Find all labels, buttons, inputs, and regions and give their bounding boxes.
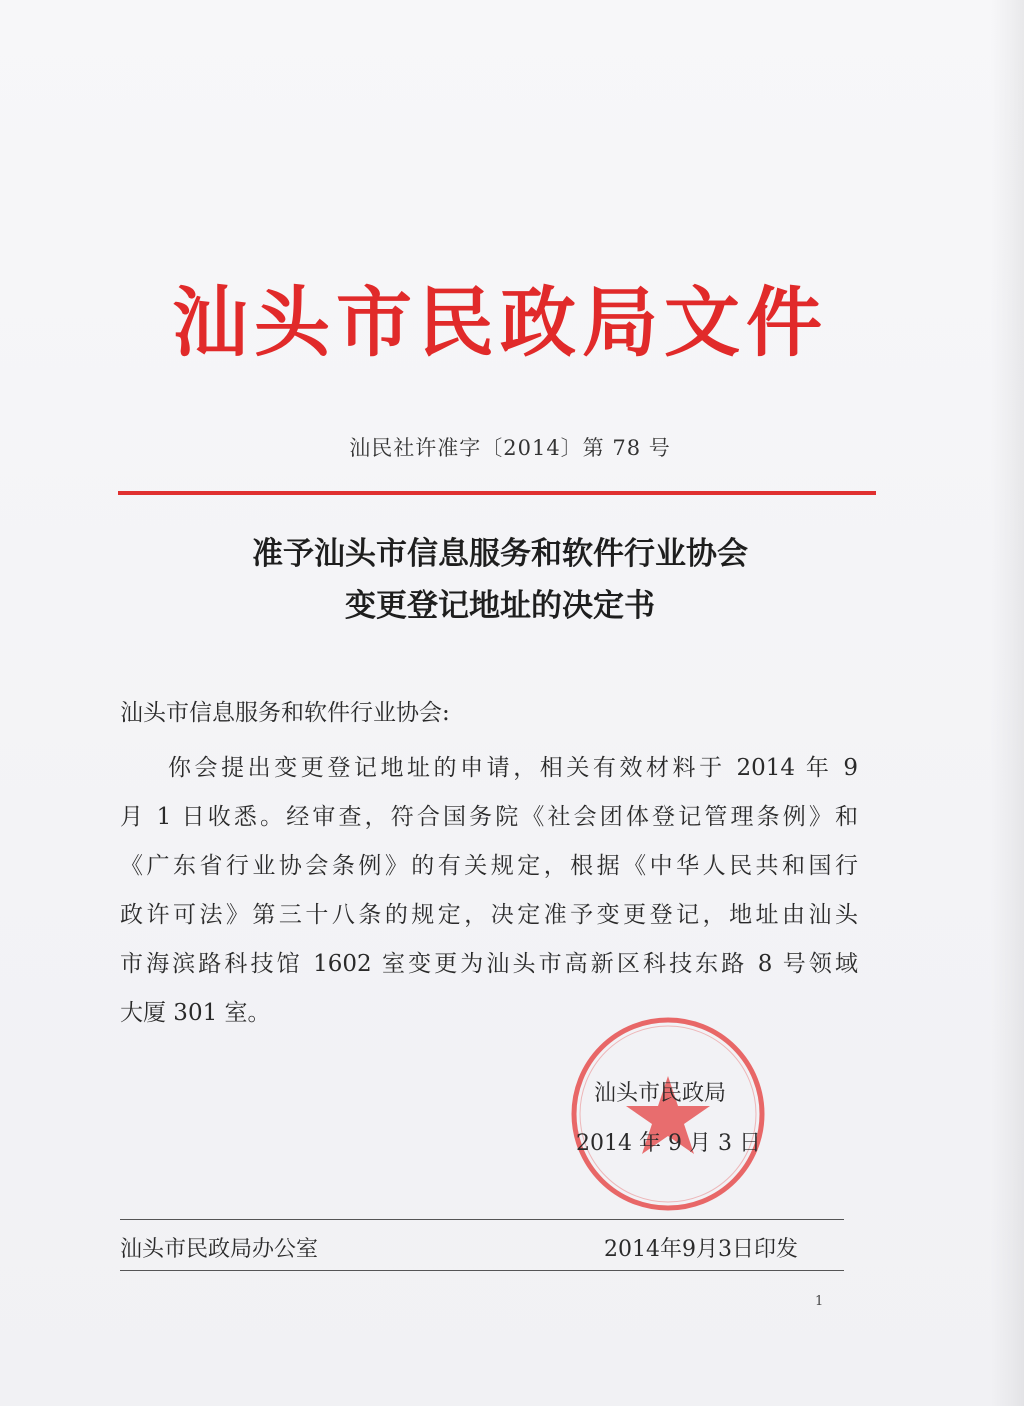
document-number: 汕民社许准字〔2014〕第 78 号 [349, 436, 671, 460]
document-title [120, 528, 880, 632]
footer-rule-top [120, 1219, 844, 1220]
title-line-2: 变更登记地址的决定书 [345, 588, 655, 624]
footer-office: 汕头市民政局办公室 [120, 1237, 319, 1262]
body-line: 政许可法》第三十八条的规定，决定准予变更登记，地址由汕头 [120, 902, 858, 928]
footer-issued-date: 2014年9月3日印发 [604, 1237, 798, 1262]
issue-date: 2014 年 9 月 3 日 [576, 1131, 761, 1156]
issuer-name: 汕头市民政局 [594, 1081, 727, 1106]
page-number: 1 [815, 1294, 824, 1309]
body-line: 《广东省行业协会条例》的有关规定，根据《中华人民共和国行 [120, 853, 858, 879]
body-line: 市海滨路科技馆 1602 室变更为汕头市高新区科技东路 8 号领域 [120, 951, 858, 977]
body-line: 你会提出变更登记地址的申请，相关有效材料于 2014 年 9 [168, 755, 858, 781]
body-paragraph [120, 744, 858, 1038]
footer-rule-bottom [120, 1270, 844, 1271]
official-seal-stamp [568, 1014, 768, 1214]
body-line: 大厦 301 室。 [120, 1000, 271, 1026]
masthead-red-divider [118, 491, 876, 495]
title-line-1: 准予汕头市信息服务和软件行业协会 [252, 536, 748, 572]
body-line: 月 1 日收悉。经审查，符合国务院《社会团体登记管理条例》和 [120, 804, 858, 830]
page-edge-shadow [990, 0, 1024, 1406]
document-masthead: 汕头市民政局文件 [172, 278, 828, 367]
salutation: 汕头市信息服务和软件行业协会: [120, 700, 450, 726]
